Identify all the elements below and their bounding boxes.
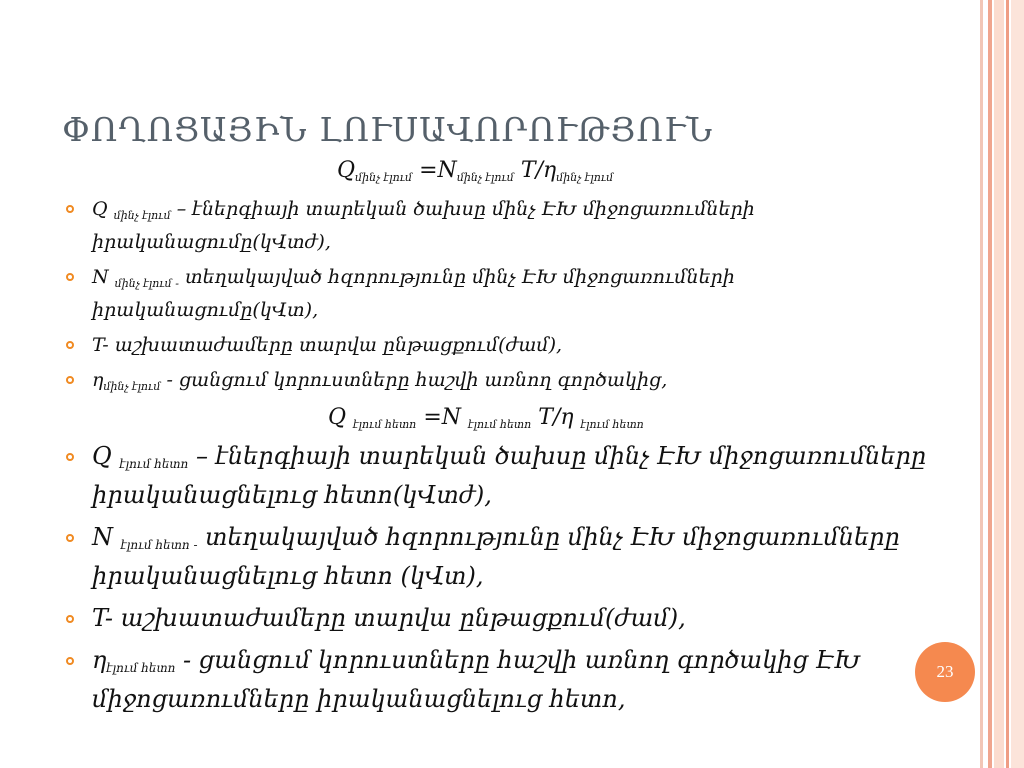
definition-text: – էներգիայի տարեկան ծախսը մինչ ԷԽ միջոցառումները իրականացնելուց հետո(կՎտժ), [92,442,927,509]
symbol: N [92,266,109,288]
formula-q-sub: էլում հետո [353,418,417,431]
list-item [60,603,950,634]
formula-eq-n: =N [423,405,461,430]
bullet-icon [66,376,74,384]
list-item [60,332,860,358]
bullet-icon [66,205,74,213]
list-item [60,367,860,400]
symbol: Q [92,198,108,220]
stripe [1011,0,1024,768]
symbol-sub: էլում հետո - [120,538,198,552]
formula-eq-n: =N [419,158,457,183]
symbol-sub: մինչ էլում [103,380,161,393]
formula-q: Q [328,405,347,430]
definition-text: – էներգիայի տարեկան ծախսը մինչ ԷԽ միջոցառումների իրականացումը(կՎտժ), [92,198,755,253]
symbol: η [92,369,104,391]
stripe [1006,0,1009,768]
formula-q-sub: մինչ էլում [355,171,413,184]
symbol: T [92,604,105,632]
bullet-icon [66,453,74,461]
formula-eta-sub: մինչ էլում [556,171,614,184]
bullet-icon [66,657,74,665]
symbol-sub: էլում հետո [106,661,176,675]
symbol: T [92,334,103,356]
definition-text: - աշխատաժամերը տարվա ընթացքում(ժամ), [102,334,563,356]
decorative-stripes [980,0,1024,768]
formula-t-eta: T/η [538,405,574,430]
bullet-icon [66,615,74,623]
definition-text: - ցանցում կորուստները հաշվի առնող գործակից ԷԽ միջոցառումները իրականացնելուց հետո, [92,646,861,713]
formula-n-sub: մինչ էլում [456,171,514,184]
formula-after [328,405,644,431]
symbol-sub: մինչ էլում [113,209,171,222]
formula-eta-sub: էլում հետո [580,418,644,431]
formula-q: Q [337,158,356,183]
bullet-icon [66,534,74,542]
symbol: N [92,523,113,551]
formula-t-eta: T/η [520,158,557,183]
list-item [60,645,950,715]
symbol: η [92,646,107,674]
bullet-icon [66,341,74,349]
formula-n-sub: էլում հետո [468,418,532,431]
list-item [60,264,860,323]
definitions-before-list [60,196,860,409]
stripe [980,0,983,768]
definition-text: տեղակայված հզորությունը մինչ ԷԽ միջոցառումների իրականացումը(կՎտ), [92,266,735,321]
stripe [988,0,992,768]
list-item [60,196,860,255]
list-item [60,522,950,592]
bullet-icon [66,273,74,281]
slide-title: ՓՈՂՈՑԱՅԻՆ ԼՈՒՍԱՎՈՐՈՒԹՅՈՒՆ [62,110,714,149]
definition-text: - ցանցում կորուստները հաշվի առնող գործակից, [166,369,668,391]
definition-text: - աշխատաժամերը տարվա ընթացքում(ժամ), [104,604,686,632]
symbol-sub: մինչ էլում - [114,277,179,290]
list-item [60,441,950,511]
symbol: Q [92,442,112,470]
formula-before [337,158,613,184]
symbol-sub: էլում հետո [119,457,189,471]
page-number-badge: 23 [915,642,975,702]
definitions-after-list [60,441,950,726]
definition-text: տեղակայված հզորությունը մինչ ԷԽ միջոցառումները իրականացնելուց հետո (կՎտ), [92,523,900,590]
stripe [994,0,1004,768]
